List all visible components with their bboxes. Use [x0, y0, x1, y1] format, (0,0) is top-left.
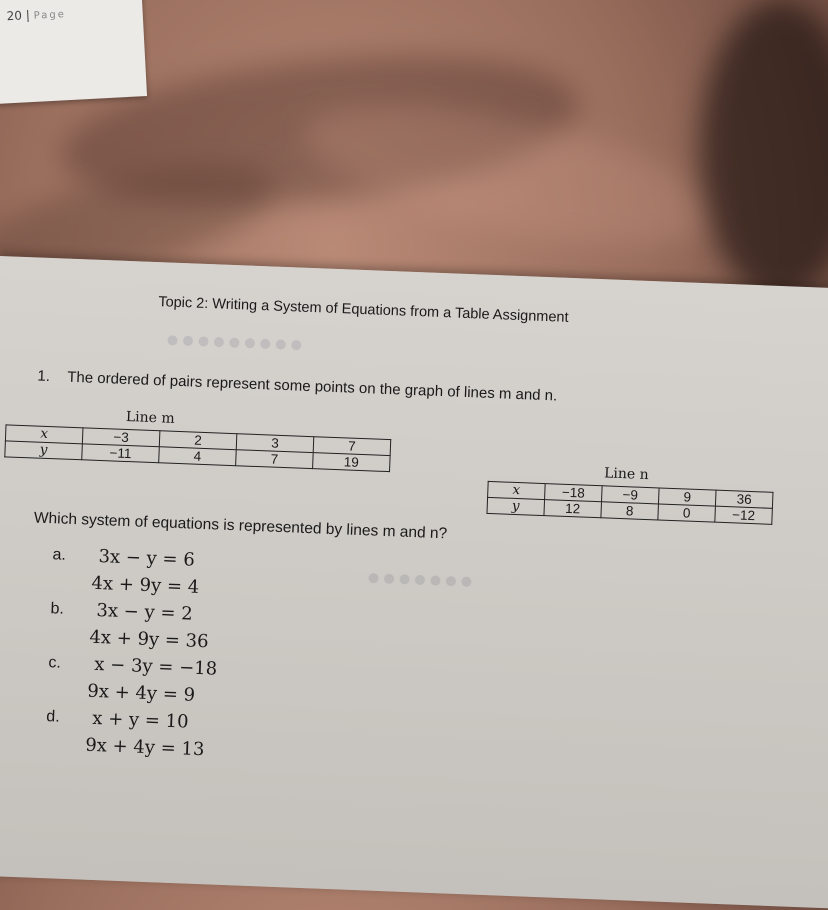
question-prompt: Which system of equations is represented by lines m and n?	[33, 509, 448, 543]
worksheet-page	[0, 256, 828, 910]
line-n-table	[486, 481, 773, 525]
table-cell: −12	[715, 506, 773, 524]
option-equation-1: x + y = 10	[91, 707, 189, 733]
page-separator: |	[25, 8, 31, 23]
page-number-label	[6, 6, 66, 23]
option-a[interactable]	[51, 546, 200, 600]
option-equation-1: 3x − y = 6	[98, 546, 196, 571]
option-equation-1: x − 3y = −18	[93, 653, 218, 680]
option-d[interactable]	[45, 707, 205, 762]
bleed-through-text: ● ● ● ● ● ● ● ● ●	[166, 332, 303, 353]
y-header-cell: y	[5, 441, 83, 460]
worksheet-title: Topic 2: Writing a System of Equations from a Table Assignment	[158, 294, 569, 326]
table-cell: −11	[82, 444, 160, 463]
option-b[interactable]	[49, 599, 209, 654]
option-equation-2: 4x + 9y = 36	[89, 626, 209, 653]
bleed-through-text: ● ● ● ● ● ● ●	[367, 570, 473, 590]
table-cell: 0	[658, 504, 716, 522]
table-cell: 7	[313, 437, 391, 456]
previous-page-corner	[0, 0, 147, 104]
question-number: 1.	[37, 367, 51, 385]
table-cell: 19	[313, 453, 391, 472]
question-text: The ordered of pairs represent some points on the graph of lines m and n.	[66, 368, 558, 405]
question-1	[37, 368, 557, 405]
table-cell: 12	[544, 500, 602, 518]
y-header-cell: y	[487, 497, 545, 515]
table-cell: −9	[602, 486, 660, 504]
page-word: Page	[33, 9, 67, 22]
option-equation-2: 4x + 9y = 4	[91, 572, 200, 598]
x-header-cell: x	[488, 481, 546, 499]
line-m-table	[4, 424, 391, 472]
option-letter: c.	[48, 654, 62, 672]
line-m-label: Line m	[125, 408, 175, 427]
table-cell: 8	[601, 502, 659, 520]
table-cell: −18	[545, 484, 603, 502]
line-n-label: Line n	[603, 465, 649, 484]
dark-corner-shadow	[700, 0, 828, 300]
option-equation-2: 9x + 4y = 9	[86, 680, 196, 706]
x-header-cell: x	[5, 425, 83, 444]
table-cell: 9	[658, 488, 716, 506]
table-cell: 36	[715, 490, 773, 508]
option-c[interactable]	[47, 653, 218, 708]
table-cell: −3	[82, 428, 160, 447]
table-cell: 2	[159, 431, 237, 450]
option-equation-1: 3x − y = 2	[96, 599, 194, 625]
answer-options	[45, 546, 218, 762]
option-letter: a.	[52, 546, 67, 564]
page-number: 20	[6, 8, 23, 24]
option-equation-2: 9x + 4y = 13	[84, 734, 205, 761]
option-letter: d.	[46, 708, 61, 726]
option-letter: b.	[50, 600, 65, 618]
table-cell: 7	[236, 450, 314, 469]
table-cell: 3	[236, 434, 314, 453]
table-cell: 4	[159, 447, 237, 466]
